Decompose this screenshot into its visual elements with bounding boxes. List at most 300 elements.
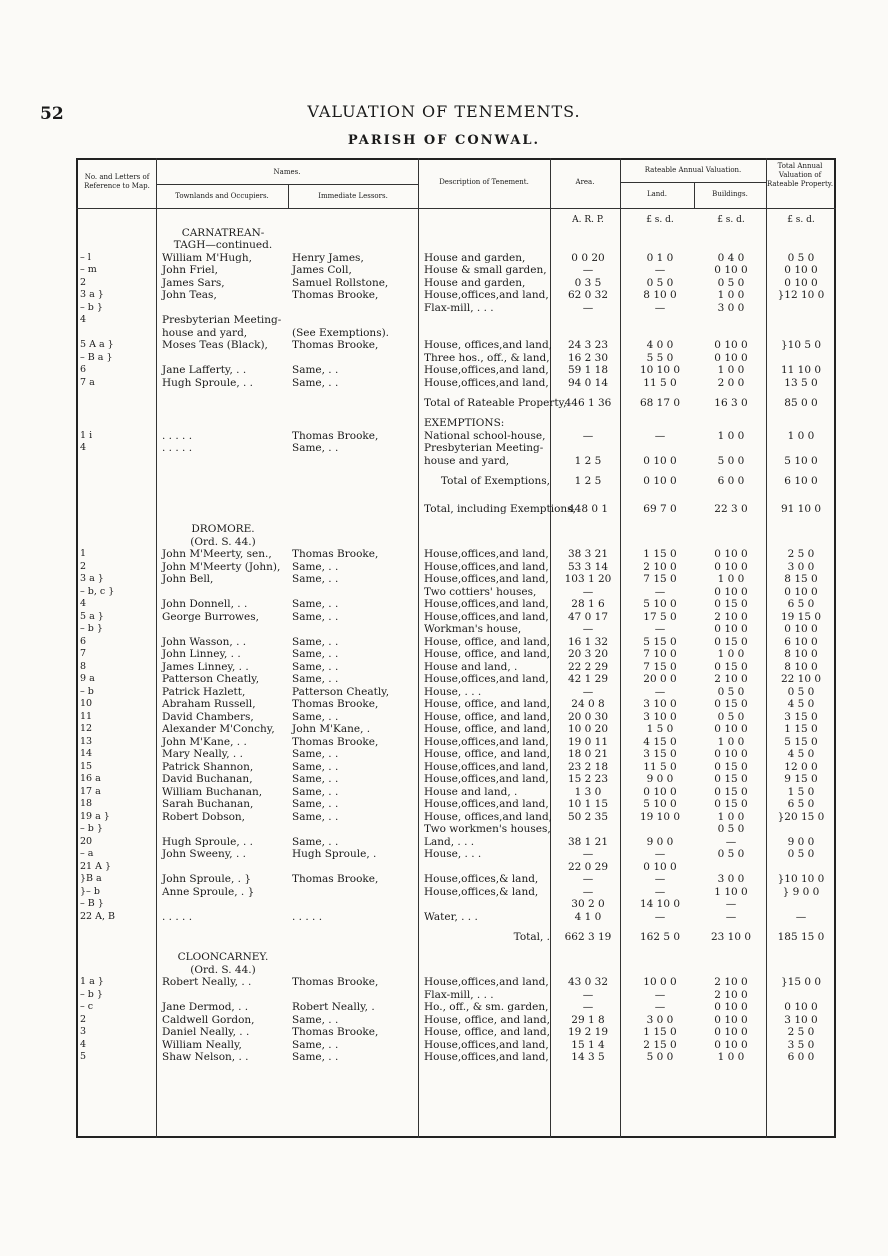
header-names: Names.: [273, 168, 301, 176]
buildings-value-cell: 0 15 0: [714, 660, 748, 673]
occupier-cell: (Ord. S. 44.): [190, 535, 256, 548]
buildings-value-cell: 0 15 0: [714, 698, 748, 710]
ref-cell: 18: [80, 798, 93, 809]
land-value-cell: 3 10 0: [643, 710, 677, 723]
total-row: [78, 389, 834, 417]
buildings-value-cell: 0 10 0: [714, 1026, 748, 1038]
description-cell: House and land, .: [424, 785, 518, 798]
table-row: [78, 561, 834, 574]
buildings-value-cell: 0 10 0: [714, 1013, 748, 1026]
buildings-value-cell: 2 10 0: [714, 610, 748, 623]
land-value-cell: 14 10 0: [639, 898, 681, 910]
land-value-cell: 5 10 0: [643, 598, 677, 610]
buildings-value-cell: 1 0 0: [717, 429, 745, 442]
total-value-cell: 9 15 0: [784, 773, 818, 785]
land-value-cell: 20 0 0: [643, 673, 677, 685]
area-cell: 0 0 20: [571, 251, 605, 264]
land-value-cell: 7 10 0: [643, 648, 677, 660]
area-cell: —: [582, 848, 594, 860]
ref-cell: – b }: [80, 823, 103, 834]
occupier-cell: CARNATREAN-: [181, 226, 265, 239]
table-row: [78, 786, 834, 799]
table-row: [78, 886, 834, 899]
description-cell: House & small garden,: [424, 264, 547, 276]
description-cell: Three hos., off., & land,: [424, 351, 550, 364]
total-value-cell: 0 10 0: [784, 1001, 818, 1013]
buildings-value-cell: 3 0 0: [717, 873, 745, 885]
table-row: [78, 723, 834, 736]
land-value-cell: 162 5 0: [639, 931, 681, 943]
area-cell: —: [582, 623, 594, 635]
lessor-cell: Same, . .: [292, 673, 339, 685]
total-value-cell: }15 0 0: [780, 976, 822, 988]
ref-cell: 8: [80, 660, 87, 672]
land-value-cell: 0 10 0: [643, 785, 677, 798]
buildings-value-cell: 0 15 0: [714, 773, 748, 785]
description-cell: House, office, and land,: [424, 710, 550, 723]
ref-cell: 5: [80, 1051, 87, 1062]
header-lessors: Immediate Lessors.: [318, 192, 388, 200]
total-value-cell: 6 5 0: [787, 598, 815, 610]
buildings-value-cell: 1 0 0: [717, 573, 745, 585]
buildings-value-cell: 0 10 0: [714, 723, 748, 735]
lessor-cell: Same, . .: [292, 748, 339, 760]
land-value-cell: —: [654, 988, 666, 1001]
lessor-cell: Thomas Brooke,: [292, 976, 379, 988]
ref-cell: 22 A, B: [80, 910, 115, 922]
description-cell: House,offices,and land,: [424, 976, 549, 988]
area-cell: 29 1 8: [571, 1013, 605, 1026]
area-cell: 15 2 23: [567, 773, 609, 785]
area-cell: 103 1 20: [564, 573, 612, 585]
total-value-cell: 0 5 0: [787, 251, 815, 264]
area-cell: 94 0 14: [567, 376, 609, 389]
buildings-value-cell: 0 15 0: [714, 635, 748, 648]
land-value-cell: 4 0 0: [646, 339, 674, 351]
header-occupiers: Townlands and Occupiers.: [175, 192, 269, 200]
description-cell: House, . . .: [424, 685, 482, 698]
townland-heading: [78, 239, 834, 252]
land-value-cell: 3 0 0: [646, 1013, 674, 1026]
ref-cell: – b, c }: [80, 585, 115, 597]
lessor-cell: Same, . .: [292, 1051, 339, 1063]
lessor-cell: Same, . .: [292, 560, 339, 573]
table-row: [78, 698, 834, 711]
description-cell: Workman's house,: [424, 623, 522, 635]
occupier-cell: John Sproule, . }: [162, 873, 252, 885]
description-cell: House,offices,and land,: [424, 673, 549, 685]
total-row: [78, 495, 834, 523]
ref-cell: – l: [80, 251, 91, 263]
land-value-cell: 11 5 0: [643, 760, 677, 773]
description-cell: House,offices,and land,: [424, 1038, 549, 1051]
ref-cell: 4: [80, 1038, 87, 1050]
occupier-cell: John M'Kane, . .: [162, 735, 247, 748]
ref-cell: 16 a: [80, 773, 101, 784]
land-value-cell: 69 7 0: [643, 503, 677, 515]
description-cell: house and yard,: [424, 454, 510, 467]
total-value-cell: 19 15 0: [780, 610, 822, 623]
total-value-cell: 5 15 0: [784, 735, 818, 748]
table-row: [78, 611, 834, 624]
table-row: [78, 989, 834, 1002]
ref-cell: 11: [80, 710, 93, 722]
area-cell: —: [582, 685, 594, 698]
buildings-value-cell: 0 4 0: [717, 251, 745, 264]
description-cell: House,offices,and land,: [424, 1051, 549, 1063]
occupier-cell: Anne Sproule, . }: [162, 885, 255, 898]
unit-buildings: £ s. d.: [717, 215, 745, 225]
header-ref: No. and Letters of Reference to Map.: [84, 173, 150, 190]
table-row: [78, 573, 834, 586]
lessor-cell: Same, . .: [292, 598, 339, 610]
area-cell: 38 3 21: [567, 548, 609, 560]
total-value-cell: 8 10 0: [784, 648, 818, 660]
buildings-value-cell: 0 10 0: [714, 339, 748, 351]
ref-cell: 7 a: [80, 376, 95, 388]
ref-cell: – b: [80, 685, 94, 697]
area-cell: 53 3 14: [567, 560, 609, 573]
table-row: [78, 1039, 834, 1052]
area-cell: 0 3 5: [574, 276, 602, 289]
townland-heading: [78, 536, 834, 549]
land-value-cell: 3 10 0: [643, 698, 677, 710]
lessor-cell: Thomas Brooke,: [292, 735, 379, 748]
occupier-cell: Robert Dobson,: [162, 810, 246, 823]
total-value-cell: 12 0 0: [784, 760, 818, 773]
description-cell: House and garden,: [424, 251, 526, 264]
buildings-value-cell: 0 10 0: [714, 748, 748, 760]
occupier-cell: . . . . .: [162, 429, 193, 442]
ref-cell: 5 a }: [80, 610, 104, 622]
header-rule: [620, 182, 766, 183]
area-cell: 1 2 5: [574, 454, 602, 467]
land-value-cell: 2 15 0: [643, 1038, 677, 1051]
buildings-value-cell: 0 10 0: [714, 623, 748, 635]
buildings-value-cell: 1 0 0: [717, 364, 745, 376]
table-row: [78, 1001, 834, 1014]
land-value-cell: —: [654, 264, 666, 276]
table-row: [78, 302, 834, 315]
land-value-cell: —: [654, 301, 666, 314]
area-cell: 1 2 5: [574, 475, 602, 487]
land-value-cell: 4 15 0: [643, 735, 677, 748]
table-row: [78, 736, 834, 749]
area-cell: 24 3 23: [567, 339, 609, 351]
buildings-value-cell: 0 10 0: [714, 264, 748, 276]
ref-cell: – c: [80, 1001, 94, 1012]
area-cell: 22 0 29: [567, 860, 609, 873]
area-cell: 14 3 5: [571, 1051, 605, 1063]
buildings-value-cell: 0 10 0: [714, 1001, 748, 1013]
table-row: [78, 314, 834, 327]
land-value-cell: 5 10 0: [643, 798, 677, 810]
ref-cell: }B a: [80, 873, 102, 884]
table-row: [78, 823, 834, 836]
occupier-cell: . . . . .: [162, 910, 193, 923]
ref-cell: – b }: [80, 988, 103, 1000]
buildings-value-cell: 2 0 0: [717, 376, 745, 389]
total-value-cell: 6 10 0: [784, 475, 818, 487]
land-value-cell: —: [654, 848, 666, 860]
area-cell: 446 1 36: [564, 397, 612, 409]
header-total: Total Annual Valuation of Rateable Property.: [766, 162, 834, 188]
occupier-cell: house and yard,: [162, 326, 248, 339]
ref-cell: – a: [80, 848, 94, 859]
table-row: [78, 861, 834, 874]
land-value-cell: 10 10 0: [639, 364, 681, 376]
total-value-cell: 3 15 0: [784, 710, 818, 723]
occupier-cell: William Neally,: [162, 1038, 242, 1051]
description-cell: House,offices,and land,: [424, 760, 549, 773]
land-value-cell: —: [654, 585, 666, 598]
lessor-cell: Thomas Brooke,: [292, 548, 379, 560]
total-value-cell: 91 10 0: [780, 503, 822, 515]
buildings-value-cell: 2 10 0: [714, 673, 748, 685]
parish-subtitle: PARISH OF CONWAL.: [347, 133, 541, 148]
description-cell: National school-house,: [424, 429, 546, 442]
area-cell: —: [582, 429, 594, 442]
ref-cell: }– b: [80, 885, 100, 897]
buildings-value-cell: —: [725, 910, 737, 923]
ref-cell: 1: [80, 548, 87, 559]
buildings-value-cell: 0 15 0: [714, 760, 748, 773]
total-value-cell: 6 0 0: [787, 1051, 815, 1063]
occupier-cell: Hugh Sproule, . .: [162, 835, 254, 848]
table-row: [78, 339, 834, 352]
occupier-cell: David Buchanan,: [162, 773, 253, 785]
area-cell: 50 2 35: [567, 810, 609, 823]
table-row: [78, 648, 834, 661]
buildings-value-cell: 23 10 0: [710, 931, 752, 943]
area-cell: 662 3 19: [564, 931, 612, 943]
header-description: Description of Tenement.: [439, 178, 529, 186]
ref-cell: 4: [80, 314, 87, 325]
description-cell: House, office, and land,: [424, 635, 550, 648]
land-value-cell: 7 15 0: [643, 660, 677, 673]
total-value-cell: 2 5 0: [787, 1026, 815, 1038]
occupier-cell: Mary Neally, . .: [162, 748, 243, 760]
description-cell: House, office, and land,: [424, 648, 550, 660]
occupier-cell: Patrick Hazlett,: [162, 685, 246, 698]
occupier-cell: Hugh Sproule, . .: [162, 376, 254, 389]
area-cell: 15 1 4: [571, 1038, 605, 1051]
table-row: [78, 417, 834, 430]
description-cell: House,offices,& land,: [424, 885, 539, 898]
ref-cell: 12: [80, 723, 93, 734]
area-cell: 18 0 21: [567, 748, 609, 760]
description-cell: House,offices,and land,: [424, 376, 549, 389]
occupier-cell: John Donnell, . .: [162, 598, 248, 610]
table-body: [78, 214, 834, 1064]
area-cell: 448 0 1: [567, 503, 609, 515]
area-cell: 19 2 19: [567, 1026, 609, 1038]
land-value-cell: 0 5 0: [646, 276, 674, 289]
total-value-cell: 0 5 0: [787, 685, 815, 698]
occupier-cell: John Bell,: [162, 573, 214, 585]
table-row: [78, 798, 834, 811]
description-cell: Ho., off., & sm. garden,: [424, 1001, 549, 1013]
ref-cell: 7: [80, 648, 87, 659]
total-value-cell: 3 10 0: [784, 1013, 818, 1026]
occupier-cell: Jane Dermod, . .: [162, 1001, 249, 1013]
land-value-cell: —: [654, 1001, 666, 1013]
buildings-value-cell: 0 15 0: [714, 598, 748, 610]
occupier-cell: Moses Teas (Black),: [162, 339, 268, 351]
area-cell: 59 1 18: [567, 364, 609, 376]
area-cell: 28 1 6: [571, 598, 605, 610]
occupier-cell: William Buchanan,: [162, 785, 263, 798]
occupier-cell: Alexander M'Conchy,: [162, 723, 275, 735]
area-cell: 30 2 0: [571, 898, 605, 910]
ref-cell: 5 A a }: [80, 339, 114, 350]
lessor-cell: Same, . .: [292, 1038, 339, 1051]
description-cell: Land, . . .: [424, 835, 475, 848]
land-value-cell: —: [654, 429, 666, 442]
description-cell: EXEMPTIONS:: [424, 417, 505, 429]
area-cell: 42 1 29: [567, 673, 609, 685]
lessor-cell: Same, . .: [292, 648, 339, 660]
total-value-cell: 85 0 0: [784, 397, 818, 409]
occupier-cell: James Sars,: [162, 276, 225, 289]
total-value-cell: 22 10 0: [780, 673, 822, 685]
area-cell: 24 0 8: [571, 698, 605, 710]
ref-cell: – B a }: [80, 351, 113, 363]
lessor-cell: Thomas Brooke,: [292, 429, 379, 442]
land-value-cell: 5 0 0: [646, 1051, 674, 1063]
land-value-cell: 11 5 0: [643, 376, 677, 389]
lessor-cell: Same, . .: [292, 442, 339, 454]
lessor-cell: Same, . .: [292, 635, 339, 648]
unit-land: £ s. d.: [646, 215, 674, 225]
description-cell: Total of Exemptions,: [440, 475, 550, 487]
description-cell: House, office, and land,: [424, 698, 550, 710]
lessor-cell: Samuel Rollstone,: [292, 276, 389, 289]
lessor-cell: Same, . .: [292, 660, 339, 673]
lessor-cell: Henry James,: [292, 251, 364, 264]
land-value-cell: 5 15 0: [643, 635, 677, 648]
townland-heading: [78, 227, 834, 240]
lessor-cell: Same, . .: [292, 376, 339, 389]
table-row: [78, 442, 834, 455]
occupier-cell: John Sweeny, . .: [162, 848, 246, 860]
buildings-value-cell: 0 5 0: [717, 276, 745, 289]
land-value-cell: 68 17 0: [639, 397, 681, 409]
total-value-cell: 8 15 0: [784, 573, 818, 585]
buildings-value-cell: 0 5 0: [717, 848, 745, 860]
area-cell: 20 3 20: [567, 648, 609, 660]
table-row: [78, 277, 834, 290]
table-row: [78, 1014, 834, 1027]
lessor-cell: Same, . .: [292, 610, 339, 623]
occupier-cell: (Ord. S. 44.): [190, 963, 256, 976]
buildings-value-cell: 2 10 0: [714, 988, 748, 1001]
lessor-cell: . . . . .: [292, 910, 323, 923]
description-cell: House,offices,and land,: [424, 560, 549, 573]
description-cell: House,offices,and land,: [424, 798, 549, 810]
lessor-cell: Same, . .: [292, 798, 339, 810]
total-value-cell: }12 10 0: [777, 289, 825, 301]
description-cell: Total, including Exemptions,: [424, 503, 576, 515]
buildings-value-cell: 6 0 0: [717, 475, 745, 487]
total-value-cell: 8 10 0: [784, 660, 818, 673]
table-row: [78, 623, 834, 636]
table-row: [78, 911, 834, 924]
ref-cell: 15: [80, 760, 93, 772]
lessor-cell: Same, . .: [292, 810, 339, 823]
land-value-cell: —: [654, 910, 666, 923]
total-value-cell: 0 10 0: [784, 276, 818, 289]
total-value-cell: } 9 0 0: [782, 885, 820, 898]
lessor-cell: Thomas Brooke,: [292, 698, 379, 710]
description-cell: Water, . . .: [424, 910, 478, 923]
occupier-cell: DROMORE.: [191, 523, 255, 535]
area-cell: 62 0 32: [567, 289, 609, 301]
occupier-cell: John Wasson, . .: [162, 635, 247, 648]
description-cell: House,offices,and land,: [424, 610, 549, 623]
header-land: Land.: [646, 190, 668, 198]
table-row: [78, 289, 834, 302]
ref-cell: 20: [80, 835, 93, 847]
ref-cell: 3 a }: [80, 289, 104, 300]
total-value-cell: —: [795, 910, 807, 923]
lessor-cell: Patterson Cheatly,: [292, 685, 390, 698]
description-cell: House and land, .: [424, 660, 518, 673]
page-title: VALUATION OF TENEMENTS.: [307, 102, 581, 121]
buildings-value-cell: 0 10 0: [714, 560, 748, 573]
table-row: [78, 352, 834, 365]
lessor-cell: Robert Neally, .: [292, 1001, 375, 1013]
description-cell: House,offices,and land,: [424, 735, 549, 748]
total-value-cell: }10 10 0: [777, 873, 825, 885]
lessor-cell: Same, . .: [292, 1013, 339, 1026]
description-cell: House,offices,and land,: [424, 548, 549, 560]
description-cell: House, office, and land,: [424, 748, 550, 760]
table-row: [78, 711, 834, 724]
area-cell: 22 2 29: [567, 660, 609, 673]
unit-total: £ s. d.: [787, 215, 815, 225]
lessor-cell: (See Exemptions).: [292, 326, 390, 339]
area-cell: —: [582, 873, 594, 885]
table-row: [78, 761, 834, 774]
description-cell: House,offices,and land,: [424, 364, 549, 376]
land-value-cell: 0 10 0: [643, 475, 677, 487]
header-rule: [76, 208, 836, 209]
table-row: [78, 836, 834, 849]
total-value-cell: }10 5 0: [780, 339, 822, 351]
buildings-value-cell: 22 3 0: [714, 503, 748, 515]
total-value-cell: 11 10 0: [780, 364, 822, 376]
occupier-cell: Caldwell Gordon,: [162, 1013, 255, 1026]
area-cell: —: [582, 988, 594, 1001]
description-cell: Presbyterian Meeting-: [424, 442, 544, 454]
area-cell: 1 3 0: [574, 785, 602, 798]
area-cell: 16 1 32: [567, 635, 609, 648]
area-cell: —: [582, 1001, 594, 1013]
buildings-value-cell: 1 0 0: [717, 1051, 745, 1063]
header-rateable: Rateable Annual Valuation.: [644, 166, 742, 174]
buildings-value-cell: 1 0 0: [717, 648, 745, 660]
ref-cell: 14: [80, 748, 93, 759]
area-cell: 10 0 20: [567, 723, 609, 735]
table-row: [78, 773, 834, 786]
buildings-value-cell: 0 10 0: [714, 585, 748, 598]
total-value-cell: 0 10 0: [784, 264, 818, 276]
description-cell: House,offices,and land,: [424, 573, 549, 585]
land-value-cell: 8 10 0: [643, 289, 677, 301]
description-cell: Total of Rateable Property,: [424, 397, 567, 409]
description-cell: House, office, and land,: [424, 1026, 550, 1038]
